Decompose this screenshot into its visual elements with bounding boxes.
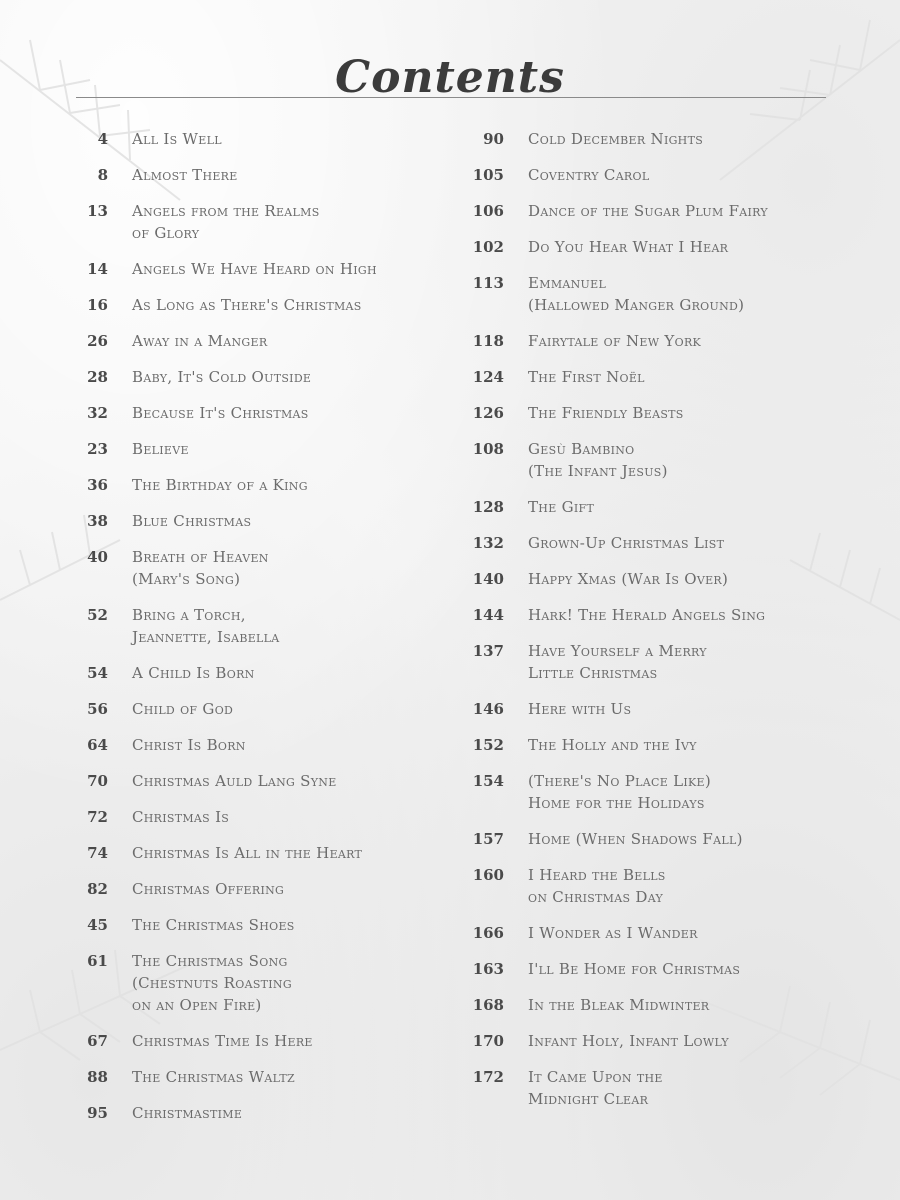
toc-entry: [70, 438, 460, 460]
toc-song-title: Breath of Heaven (Mary's Song): [132, 548, 269, 588]
toc-song-title: I Heard the Bells on Christmas Day: [528, 866, 666, 906]
toc-right-column: [466, 128, 866, 1124]
toc-entry: [70, 806, 460, 828]
toc-entry: [70, 950, 460, 1016]
toc-song-title: Home (When Shadows Fall): [528, 830, 743, 848]
toc-entry: [466, 922, 866, 944]
toc-page-number: 108: [472, 440, 504, 458]
toc-song-title: All Is Well: [132, 130, 222, 148]
toc-song-title: The Birthday of a King: [132, 476, 308, 494]
toc-entry: [466, 532, 866, 554]
toc-entry: [466, 496, 866, 518]
toc-entry: [70, 128, 460, 150]
toc-page-number: 106: [472, 202, 504, 220]
toc-page-number: 124: [472, 368, 504, 386]
toc-song-title: As Long as There's Christmas: [132, 296, 362, 314]
toc-song-title: Emmanuel (Hallowed Manger Ground): [528, 274, 745, 314]
toc-entry: [466, 272, 866, 316]
toc-entry: [466, 864, 866, 908]
toc-page-number: 45: [87, 916, 108, 934]
toc-entry: [466, 366, 866, 388]
toc-song-title: Christ Is Born: [132, 736, 246, 754]
toc-page-number: 144: [472, 606, 504, 624]
toc-song-title: Angels We Have Heard on High: [132, 260, 377, 278]
toc-page-number: 152: [472, 736, 504, 754]
toc-song-title: Believe: [132, 440, 189, 458]
toc-entry: [70, 1066, 460, 1088]
toc-song-title: Baby, It's Cold Outside: [132, 368, 312, 386]
toc-entry: [70, 1102, 460, 1124]
toc-song-title: The Christmas Song (Chestnuts Roasting on an Open Fire): [132, 952, 292, 1014]
toc-entry: [466, 698, 866, 720]
toc-page-number: 38: [87, 512, 108, 530]
toc-entry: [70, 842, 460, 864]
toc-song-title: Almost There: [132, 166, 238, 184]
toc-song-title: Have Yourself a Merry Little Christmas: [528, 642, 707, 682]
toc-page-number: 113: [472, 274, 504, 292]
toc-song-title: In the Bleak Midwinter: [528, 996, 710, 1014]
toc-page-number: 154: [472, 772, 504, 790]
toc-song-title: The Friendly Beasts: [528, 404, 684, 422]
toc-page-number: 163: [472, 960, 504, 978]
toc-song-title: The Gift: [528, 498, 595, 516]
toc-song-title: Coventry Carol: [528, 166, 650, 184]
toc-entry: [466, 330, 866, 352]
toc-page-number: 61: [87, 952, 108, 970]
toc-page-number: 168: [472, 996, 504, 1014]
toc-entry: [70, 604, 460, 648]
toc-entry: [70, 200, 460, 244]
toc-entry: [70, 914, 460, 936]
toc-entry: [70, 878, 460, 900]
toc-entry: [466, 958, 866, 980]
toc-entry: [466, 236, 866, 258]
toc-entry: [70, 330, 460, 352]
toc-song-title: The Christmas Shoes: [132, 916, 295, 934]
toc-page-number: 67: [87, 1032, 108, 1050]
toc-page-number: 128: [472, 498, 504, 516]
toc-song-title: Infant Holy, Infant Lowly: [528, 1032, 729, 1050]
page-title: Contents: [335, 52, 565, 103]
toc-page-number: 8: [97, 166, 108, 184]
toc-song-title: Happy Xmas (War Is Over): [528, 570, 729, 588]
toc-page-number: 82: [87, 880, 108, 898]
toc-song-title: Blue Christmas: [132, 512, 252, 530]
toc-page-number: 105: [472, 166, 504, 184]
toc-song-title: Christmas Is All in the Heart: [132, 844, 363, 862]
toc-page-number: 64: [87, 736, 108, 754]
toc-song-title: Angels from the Realms of Glory: [132, 202, 320, 242]
toc-page-number: 126: [472, 404, 504, 422]
toc-page-number: 132: [472, 534, 504, 552]
toc-page-number: 118: [472, 332, 504, 350]
toc-page-number: 56: [87, 700, 108, 718]
toc-song-title: I'll Be Home for Christmas: [528, 960, 741, 978]
toc-song-title: I Wonder as I Wander: [528, 924, 698, 942]
toc-entry: [70, 1030, 460, 1052]
toc-entry: [466, 994, 866, 1016]
toc-song-title: Hark! The Herald Angels Sing: [528, 606, 766, 624]
toc-song-title: Child of God: [132, 700, 234, 718]
toc-entry: [466, 164, 866, 186]
toc-page-number: 32: [87, 404, 108, 422]
toc-song-title: Christmastime: [132, 1104, 243, 1122]
toc-song-title: Dance of the Sugar Plum Fairy: [528, 202, 768, 220]
toc-page-number: 166: [472, 924, 504, 942]
toc-entry: [466, 1066, 866, 1110]
toc-song-title: Away in a Manger: [132, 332, 268, 350]
toc-entry: [466, 770, 866, 814]
toc-page-number: 90: [483, 130, 504, 148]
toc-page-number: 16: [87, 296, 108, 314]
toc-page-number: 26: [87, 332, 108, 350]
toc-page-number: 140: [472, 570, 504, 588]
toc-entry: [466, 828, 866, 850]
toc-page-number: 157: [472, 830, 504, 848]
toc-entry: [70, 294, 460, 316]
toc-song-title: Christmas Offering: [132, 880, 285, 898]
toc-entry: [70, 546, 460, 590]
toc-page-number: 36: [87, 476, 108, 494]
toc-page-number: 102: [472, 238, 504, 256]
toc-entry: [70, 770, 460, 792]
toc-entry: [70, 662, 460, 684]
toc-song-title: Because It's Christmas: [132, 404, 309, 422]
toc-page-number: 160: [472, 866, 504, 884]
toc-page-number: 4: [97, 130, 108, 148]
toc-page-number: 72: [87, 808, 108, 826]
toc-left-column: [70, 128, 460, 1138]
toc-song-title: It Came Upon the Midnight Clear: [528, 1068, 663, 1108]
toc-entry: [466, 200, 866, 222]
toc-entry: [466, 402, 866, 424]
toc-song-title: Christmas Is: [132, 808, 230, 826]
toc-entry: [466, 1030, 866, 1052]
toc-page-number: 88: [87, 1068, 108, 1086]
toc-page-number: 40: [87, 548, 108, 566]
toc-entry: [70, 474, 460, 496]
toc-page-number: 14: [87, 260, 108, 278]
toc-entry: [70, 366, 460, 388]
toc-page-number: 28: [87, 368, 108, 386]
toc-page-number: 170: [472, 1032, 504, 1050]
toc-entry: [70, 734, 460, 756]
toc-song-title: Here with Us: [528, 700, 632, 718]
toc-page-number: 137: [472, 642, 504, 660]
toc-song-title: Christmas Time Is Here: [132, 1032, 313, 1050]
toc-entry: [466, 640, 866, 684]
toc-entry: [70, 402, 460, 424]
toc-song-title: The Holly and the Ivy: [528, 736, 697, 754]
toc-song-title: Do You Hear What I Hear: [528, 238, 729, 256]
toc-entry: [70, 164, 460, 186]
toc-song-title: Bring a Torch, Jeannette, Isabella: [132, 606, 280, 646]
toc-page-number: 52: [87, 606, 108, 624]
toc-entry: [466, 128, 866, 150]
toc-song-title: A Child Is Born: [132, 664, 255, 682]
toc-song-title: Fairytale of New York: [528, 332, 702, 350]
toc-page-number: 74: [87, 844, 108, 862]
toc-entry: [70, 510, 460, 532]
toc-song-title: (There's No Place Like) Home for the Holidays: [528, 772, 711, 812]
toc-page-number: 146: [472, 700, 504, 718]
toc-entry: [466, 438, 866, 482]
toc-page-number: 172: [472, 1068, 504, 1086]
toc-page-number: 70: [87, 772, 108, 790]
toc-song-title: The Christmas Waltz: [132, 1068, 295, 1086]
toc-song-title: Grown-Up Christmas List: [528, 534, 725, 552]
toc-entry: [466, 568, 866, 590]
toc-song-title: Gesù Bambino (The Infant Jesus): [528, 440, 668, 480]
toc-page-number: 95: [87, 1104, 108, 1122]
toc-song-title: Cold December Nights: [528, 130, 704, 148]
toc-entry: [466, 604, 866, 626]
toc-song-title: The First Noël: [528, 368, 645, 386]
toc-entry: [70, 258, 460, 280]
toc-song-title: Christmas Auld Lang Syne: [132, 772, 337, 790]
toc-entry: [70, 698, 460, 720]
toc-entry: [466, 734, 866, 756]
toc-page-number: 23: [87, 440, 108, 458]
toc-page-number: 54: [87, 664, 108, 682]
toc-page-number: 13: [87, 202, 108, 220]
